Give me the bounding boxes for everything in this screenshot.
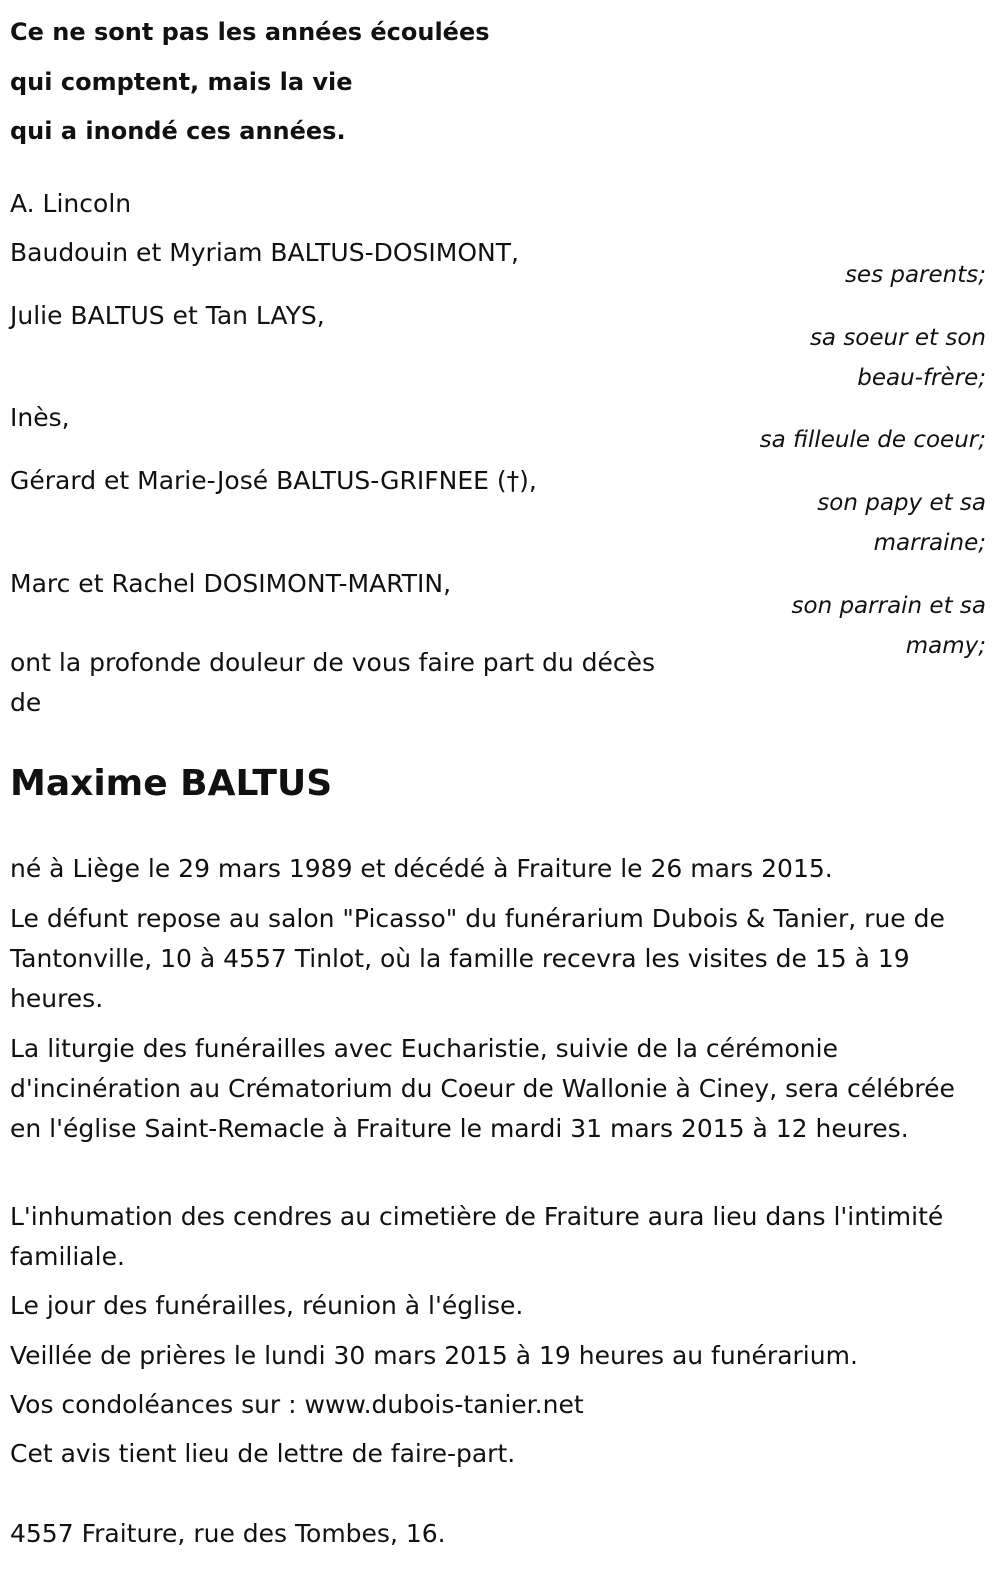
family-member-name: Marc et Rachel DOSIMONT-MARTIN, bbox=[10, 569, 452, 598]
family-member-relation: sa filleule de coeur; bbox=[759, 427, 986, 453]
family-member-relation: son papy et sa marraine; bbox=[817, 490, 986, 556]
condolences-paragraph: Vos condoléances sur : www.dubois-tanier.net bbox=[10, 1390, 584, 1419]
epigraph-quote bbox=[10, 8, 490, 157]
notice-paragraph: Le défunt repose au salon "Picasso" du funérarium Dubois & Tanier, rue de Tantonville, 10 à 4557 Tinlot, où la famille recevra les visites de 15 à 19 heures. bbox=[10, 904, 945, 1013]
notice-paragraph: L'inhumation des cendres au cimetière de Fraiture aura lieu dans l'intimité familiale. bbox=[10, 1202, 944, 1271]
notice-paragraph: né à Liège le 29 mars 1989 et décédé à Fraiture le 26 mars 2015. bbox=[10, 854, 833, 883]
announcement-line: ont la profonde douleur de vous faire part du décès bbox=[10, 648, 656, 677]
quote-line: Ce ne sont pas les années écoulées bbox=[10, 18, 490, 46]
family-address: 4557 Fraiture, rue des Tombes, 16. bbox=[10, 1519, 446, 1548]
deceased-name: Maxime BALTUS bbox=[10, 763, 333, 804]
quote-line: qui a inondé ces années. bbox=[10, 117, 346, 145]
family-member-name: Gérard et Marie-José BALTUS-GRIFNEE (†), bbox=[10, 466, 537, 495]
family-member-relation: ses parents; bbox=[844, 262, 986, 288]
family-member-relation: son parrain et sa mamy; bbox=[791, 593, 986, 659]
notice-paragraph: Veillée de prières le lundi 30 mars 2015 à 19 heures au funérarium. bbox=[10, 1341, 858, 1370]
notice-paragraph: Le jour des funérailles, réunion à l'église. bbox=[10, 1291, 524, 1320]
family-member-name: Baudouin et Myriam BALTUS-DOSIMONT, bbox=[10, 238, 519, 267]
notice-paragraph: Cet avis tient lieu de lettre de faire-part. bbox=[10, 1439, 516, 1468]
quote-line: qui comptent, mais la vie bbox=[10, 67, 353, 96]
notice-paragraph: La liturgie des funérailles avec Eucharistie, suivie de la cérémonie d'incinération au Crématorium du Coeur de Wallonie à Ciney, sera célébrée en l'église Saint-Remacle à Fraiture le mardi 31 mars 2015 à 12 heures. bbox=[10, 1034, 955, 1143]
family-member-name: Inès, bbox=[10, 403, 70, 432]
announcement-line: de bbox=[10, 688, 42, 717]
quote-author: A. Lincoln bbox=[10, 189, 132, 218]
family-member-name: Julie BALTUS et Tan LAYS, bbox=[10, 301, 325, 330]
family-member-relation: sa soeur et son beau-frère; bbox=[809, 325, 986, 391]
